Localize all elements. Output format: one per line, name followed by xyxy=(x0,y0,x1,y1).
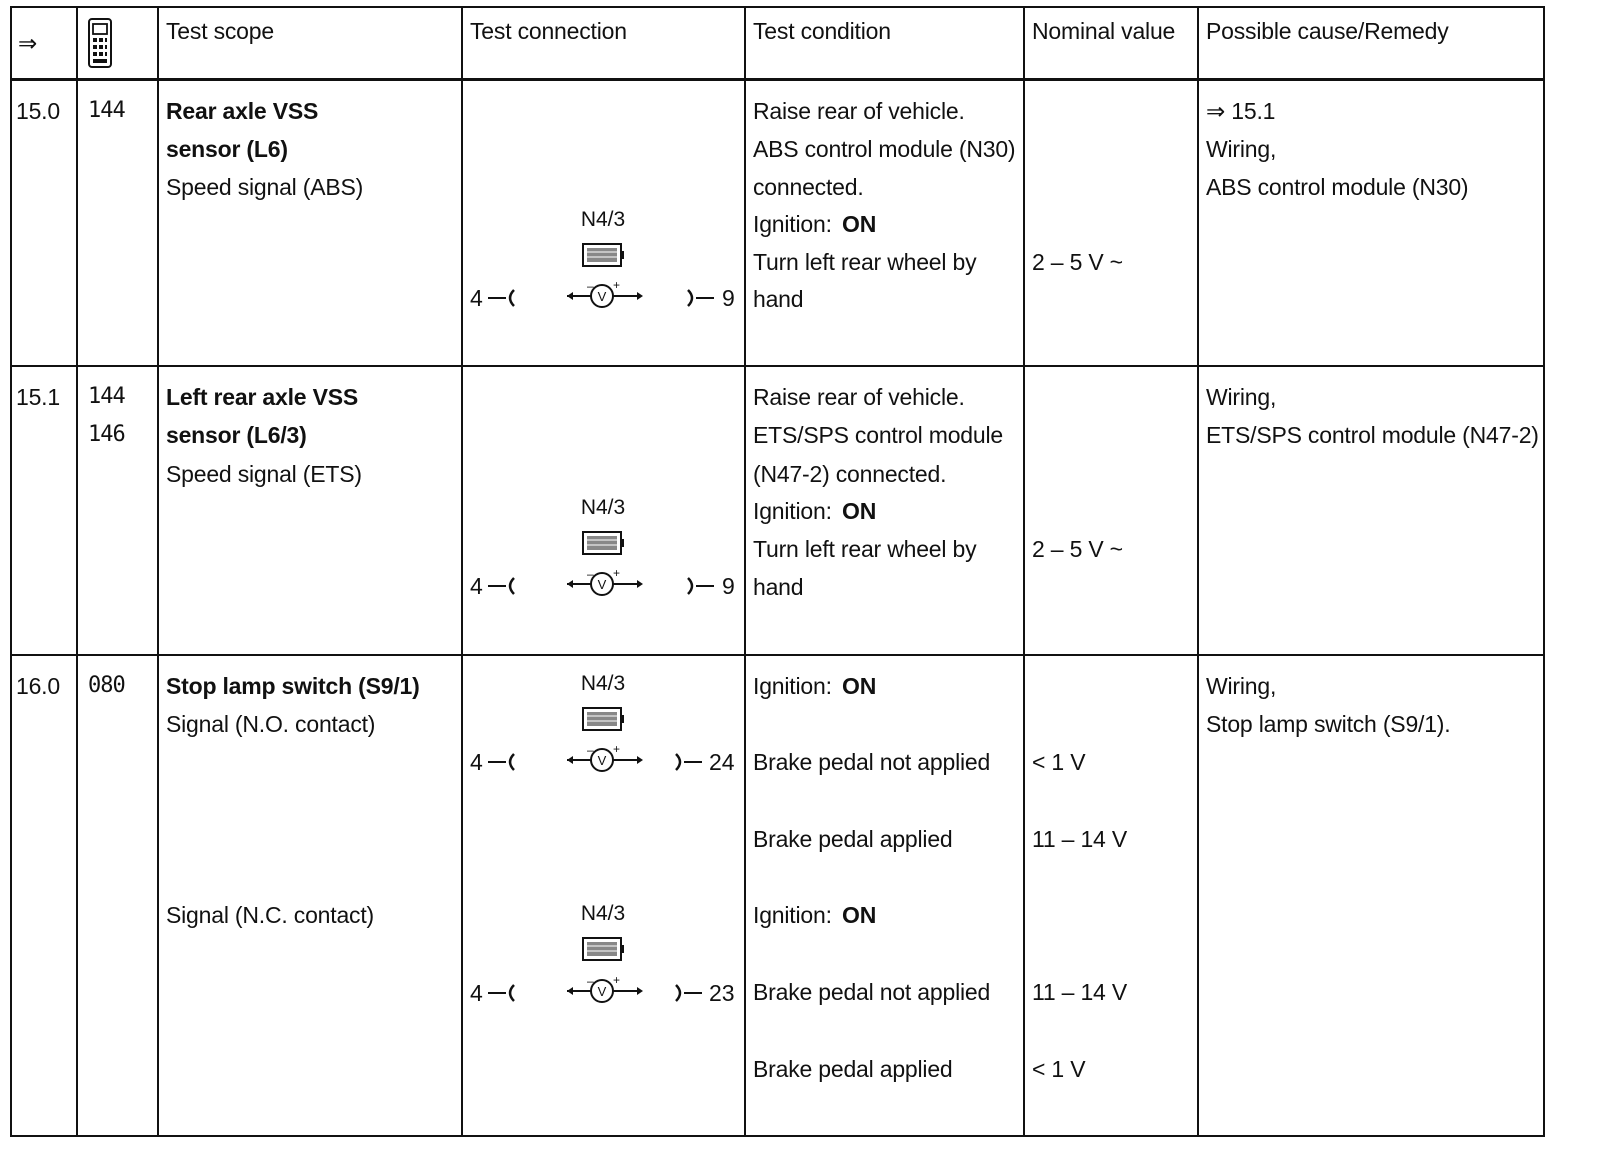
svg-text:V: V xyxy=(597,753,607,768)
lead-left xyxy=(484,288,524,308)
svg-text:–: – xyxy=(587,567,594,581)
condition-line: Ignition: xyxy=(753,902,832,928)
cause-line: Wiring, xyxy=(1206,384,1277,410)
condition-line: Raise rear of vehicle. xyxy=(753,98,965,124)
svg-text:V: V xyxy=(597,577,607,592)
test-code: 080 xyxy=(88,673,125,698)
svg-text:–: – xyxy=(587,279,594,293)
svg-text:+: + xyxy=(613,742,621,756)
col-divider xyxy=(744,6,746,1137)
test-code: 144 xyxy=(88,384,125,409)
col-divider xyxy=(461,6,463,1137)
table-bottom-border xyxy=(10,1135,1545,1137)
right-pin: 9 xyxy=(722,285,735,311)
condition-line: Brake pedal applied xyxy=(753,1056,953,1082)
condition-line: hand xyxy=(753,286,804,312)
lead-right xyxy=(684,288,724,308)
scope-title: Rear axle VSS xyxy=(166,98,319,124)
header-bottom-border xyxy=(10,78,1545,81)
left-pin: 4 xyxy=(470,285,483,311)
header-nominal-value: Nominal value xyxy=(1032,18,1176,44)
svg-text:+: + xyxy=(613,278,621,292)
condition-line: (N47-2) connected. xyxy=(753,461,947,487)
cause-line: ⇒ 15.1 xyxy=(1206,98,1276,124)
col-divider xyxy=(1197,6,1199,1137)
step-number: 15.0 xyxy=(16,98,60,124)
condition-line: Turn left rear wheel by xyxy=(753,249,977,275)
table-top-border xyxy=(10,6,1545,8)
cause-line: Stop lamp switch (S9/1). xyxy=(1206,711,1451,737)
lead-right xyxy=(672,983,712,1003)
module-label: N4/3 xyxy=(580,902,626,925)
lead-left xyxy=(484,983,524,1003)
cause-line: Wiring, xyxy=(1206,673,1277,699)
scope-signal: Signal (N.C. contact) xyxy=(166,902,374,928)
condition-line: Raise rear of vehicle. xyxy=(753,384,965,410)
nominal-value: 11 – 14 V xyxy=(1032,826,1127,852)
condition-line: Brake pedal not applied xyxy=(753,979,991,1005)
cause-line: ABS control module (N30) xyxy=(1206,174,1469,200)
col-divider xyxy=(10,6,12,1137)
nominal-value: < 1 V xyxy=(1032,749,1086,775)
hand-held-tester-icon xyxy=(86,18,116,70)
left-pin: 4 xyxy=(470,573,483,599)
header-possible-cause: Possible cause/Remedy xyxy=(1206,18,1449,44)
lead-right xyxy=(684,576,724,596)
module-label: N4/3 xyxy=(580,496,626,519)
svg-text:V: V xyxy=(597,289,607,304)
connector-module-icon xyxy=(582,530,624,556)
condition-ignition-state: ON xyxy=(842,211,877,237)
col-divider xyxy=(1543,6,1545,1137)
scope-title: Stop lamp switch (S9/1) xyxy=(166,673,420,699)
scope-signal: Signal (N.O. contact) xyxy=(166,711,376,737)
header-test-scope: Test scope xyxy=(166,18,274,44)
test-code: 146 xyxy=(88,422,125,447)
voltmeter-icon xyxy=(565,568,645,600)
condition-line: Brake pedal not applied xyxy=(753,749,991,775)
condition-ignition-state: ON xyxy=(842,498,877,524)
scope-title: sensor (L6/3) xyxy=(166,422,307,448)
voltmeter-icon xyxy=(565,975,645,1007)
col-divider xyxy=(1023,6,1025,1137)
condition-line: connected. xyxy=(753,174,864,200)
step-number: 15.1 xyxy=(16,384,60,410)
svg-text:–: – xyxy=(587,743,594,757)
condition-line: Ignition: xyxy=(753,498,832,524)
connector-module-icon xyxy=(582,242,624,268)
condition-line: Turn left rear wheel by xyxy=(753,536,977,562)
condition-line: Ignition: xyxy=(753,673,832,699)
condition-ignition-state: ON xyxy=(842,902,877,928)
module-label: N4/3 xyxy=(580,672,626,695)
test-code: 144 xyxy=(88,98,125,123)
svg-text:+: + xyxy=(613,973,621,987)
condition-line: ABS control module (N30) xyxy=(753,136,1016,162)
scope-signal: Speed signal (ETS) xyxy=(166,461,362,487)
connector-module-icon xyxy=(582,706,624,732)
col-divider xyxy=(157,6,159,1137)
condition-line: Brake pedal applied xyxy=(753,826,953,852)
row-divider xyxy=(10,365,1545,367)
cause-line: ETS/SPS control module (N47-2) xyxy=(1206,422,1539,448)
cause-line: Wiring, xyxy=(1206,136,1277,162)
condition-line: Ignition: xyxy=(753,211,832,237)
voltmeter-icon xyxy=(565,744,645,776)
nominal-value: 2 – 5 V ~ xyxy=(1032,249,1123,275)
nominal-value: < 1 V xyxy=(1032,1056,1086,1082)
header-arrow: ⇒ xyxy=(18,30,38,56)
step-number: 16.0 xyxy=(16,673,60,699)
row-divider xyxy=(10,654,1545,656)
lead-left xyxy=(484,576,524,596)
right-pin: 23 xyxy=(709,980,735,1006)
nominal-value: 2 – 5 V ~ xyxy=(1032,536,1123,562)
lead-left xyxy=(484,752,524,772)
svg-text:V: V xyxy=(597,984,607,999)
condition-line: ETS/SPS control module xyxy=(753,422,1003,448)
condition-ignition-state: ON xyxy=(842,673,877,699)
connector-module-icon xyxy=(582,936,624,962)
svg-text:+: + xyxy=(613,566,621,580)
nominal-value: 11 – 14 V xyxy=(1032,979,1127,1005)
module-label: N4/3 xyxy=(580,208,626,231)
right-pin: 9 xyxy=(722,573,735,599)
right-pin: 24 xyxy=(709,749,735,775)
left-pin: 4 xyxy=(470,980,483,1006)
header-test-condition: Test condition xyxy=(753,18,891,44)
voltmeter-icon xyxy=(565,280,645,312)
lead-right xyxy=(672,752,712,772)
scope-signal: Speed signal (ABS) xyxy=(166,174,364,200)
left-pin: 4 xyxy=(470,749,483,775)
condition-line: hand xyxy=(753,574,804,600)
svg-text:–: – xyxy=(587,974,594,988)
col-divider xyxy=(76,6,78,1137)
scope-title: Left rear axle VSS xyxy=(166,384,359,410)
header-test-connection: Test connection xyxy=(470,18,627,44)
scope-title: sensor (L6) xyxy=(166,136,288,162)
